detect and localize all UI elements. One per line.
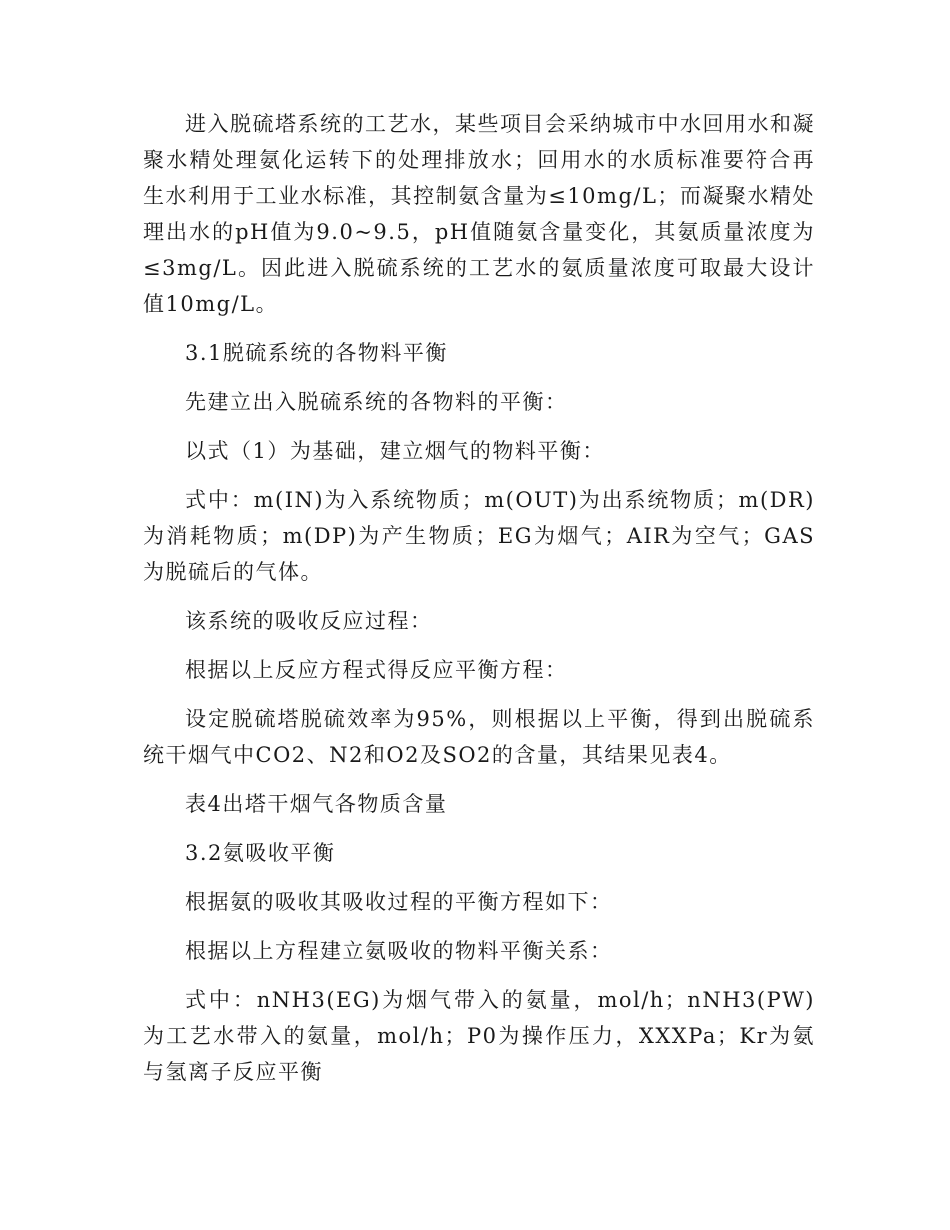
paragraph-symbol-definitions: 式中：m(IN)为入系统物质；m(OUT)为出系统物质；m(DR)为消耗物质；m(DP)为产生物质；EG为烟气；AIR为空气；GAS为脱硫后的气体。 bbox=[143, 488, 815, 584]
paragraph-material-balance-intro: 先建立出入脱硫系统的各物料的平衡： bbox=[185, 390, 568, 414]
paragraph-absorption-process: 该系统的吸收反应过程： bbox=[185, 609, 433, 633]
paragraph-ammonia-balance: 根据以上方程建立氨吸收的物料平衡关系： bbox=[185, 939, 613, 963]
document-body bbox=[143, 106, 815, 1103]
paragraph-efficiency: 设定脱硫塔脱硫效率为95%，则根据以上平衡，得到出脱硫系统干烟气中CO2、N2和O2及SO2的含量，其结果见表4。 bbox=[143, 707, 815, 767]
paragraph-ammonia-symbols: 式中：nNH3(EG)为烟气带入的氨量，mol/h；nNH3(PW)为工艺水带入的氨量，mol/h；P0为操作压力，XXXPa；Kr为氨与氢离子反应平衡 bbox=[143, 988, 815, 1084]
paragraph-ammonia-equation: 根据氨的吸收其吸收过程的平衡方程如下： bbox=[185, 890, 613, 914]
section-heading-3-1: 3.1脱硫系统的各物料平衡 bbox=[185, 341, 448, 365]
section-heading-3-2: 3.2氨吸收平衡 bbox=[185, 841, 336, 865]
table-caption-4: 表4出塔干烟气各物质含量 bbox=[185, 792, 448, 816]
paragraph-flue-gas-balance: 以式（1）为基础，建立烟气的物料平衡： bbox=[185, 439, 605, 463]
paragraph-reaction-balance: 根据以上反应方程式得反应平衡方程： bbox=[185, 658, 568, 682]
paragraph-process-water: 进入脱硫塔系统的工艺水，某些项目会采纳城市中水回用水和凝聚水精处理氨化运转下的处理排放水；回用水的水质标准要符合再生水利用于工业水标准，其控制氨含量为≤10mg/L；而凝聚水精处理出水的pH值为9.0~9.5，pH值随氨含量变化，其氨质量浓度为≤3mg/L。因此进入脱硫系统的工艺水的氨质量浓度可取最大设计值10mg/L。 bbox=[143, 112, 815, 316]
